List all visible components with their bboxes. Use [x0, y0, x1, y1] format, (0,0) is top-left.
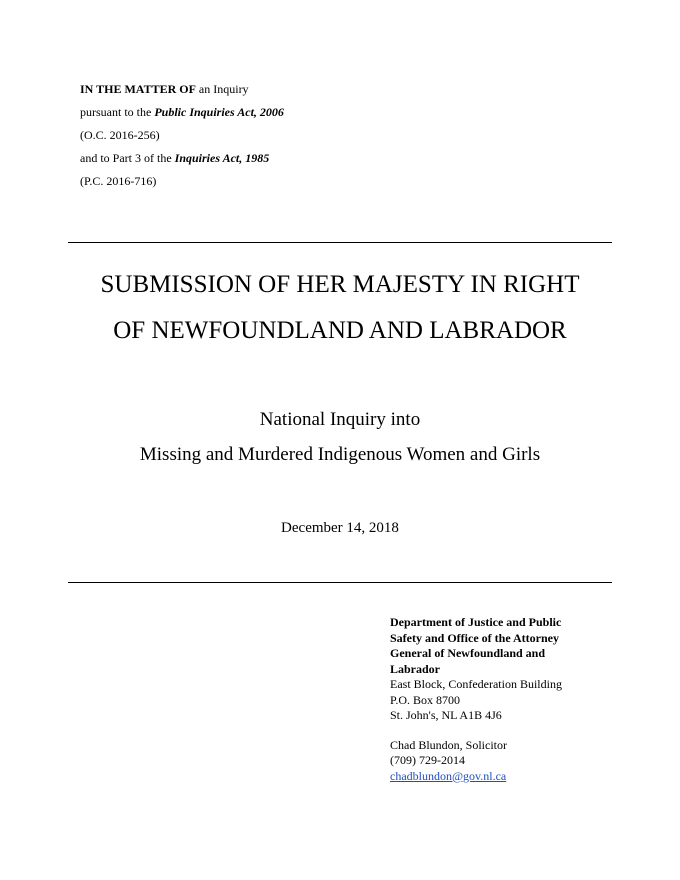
matter-line-2: [80, 101, 284, 124]
department-line: General of Newfoundland and: [390, 646, 546, 660]
address: [390, 677, 600, 724]
department-line: Department of Justice and Public: [390, 615, 562, 629]
solicitor-name: Chad Blundon, Solicitor: [390, 737, 507, 752]
solicitor-phone: (709) 729-2014: [390, 753, 465, 767]
solicitor-email-link[interactable]: chadblundon@gov.nl.ca: [390, 768, 507, 783]
address-line: St. John's, NL A1B 4J6: [390, 708, 502, 722]
department-line: Safety and Office of the Attorney: [390, 630, 559, 645]
document-title: [68, 262, 612, 354]
address-line: East Block, Confederation Building: [390, 677, 562, 691]
style-of-cause: [80, 78, 284, 193]
bottom-divider: [68, 582, 612, 583]
inquiry-name: [68, 402, 612, 472]
submission-date: December 14, 2018: [281, 520, 399, 536]
department-name: [390, 615, 600, 677]
spacer: [390, 724, 600, 738]
statute-inquiries-act: Inquiries Act, 1985: [174, 151, 270, 165]
address-line: P.O. Box 8700: [390, 692, 461, 707]
statute-public-inquiries-act: Public Inquiries Act, 2006: [154, 105, 284, 119]
title-line-1: SUBMISSION OF HER MAJESTY IN RIGHT: [100, 271, 580, 298]
matter-line-1-rest: an Inquiry: [195, 82, 249, 96]
matter-line-2-pre: pursuant to the: [80, 105, 155, 119]
department-line: Labrador: [390, 661, 441, 676]
matter-line-1: [80, 78, 284, 101]
subtitle-line-2: Missing and Murdered Indigenous Women and Girls: [139, 444, 541, 465]
contact-block: [390, 615, 600, 784]
matter-line-3: (O.C. 2016-256): [80, 128, 160, 142]
matter-line-5: (P.C. 2016-716): [80, 174, 157, 188]
subtitle-line-1: National Inquiry into: [259, 409, 421, 430]
matter-heading: IN THE MATTER OF: [80, 82, 196, 96]
matter-line-4: [80, 147, 284, 170]
matter-line-4-pre: and to Part 3 of the: [80, 151, 175, 165]
title-line-2: OF NEWFOUNDLAND AND LABRADOR: [113, 317, 567, 344]
top-divider: [68, 242, 612, 243]
